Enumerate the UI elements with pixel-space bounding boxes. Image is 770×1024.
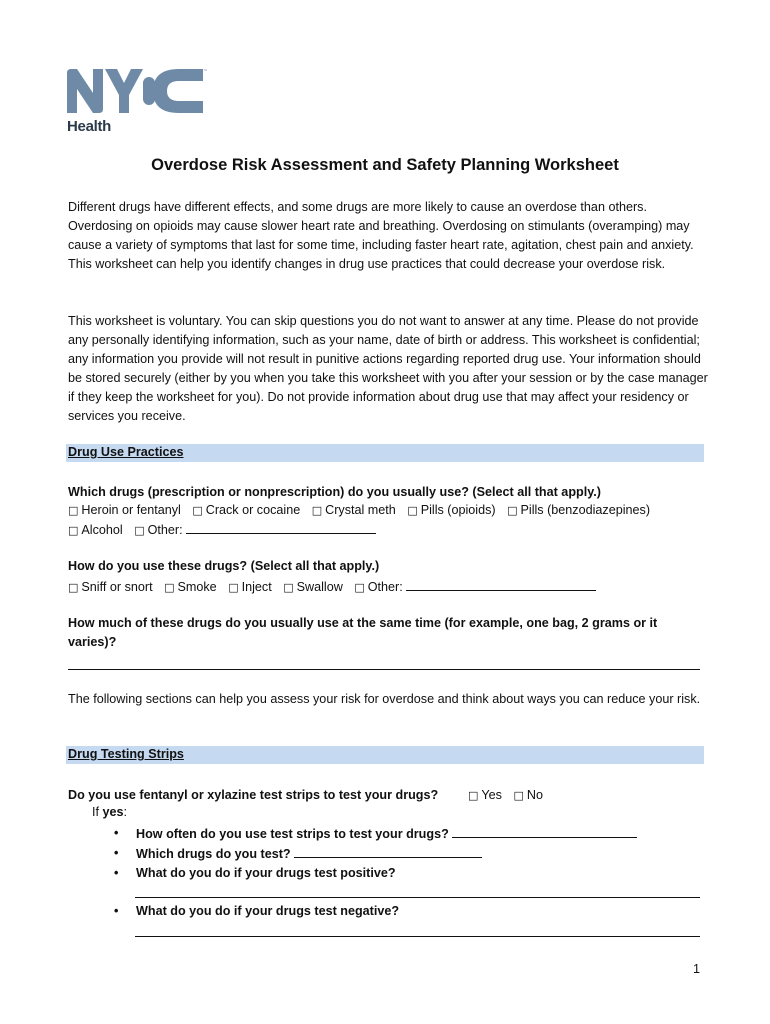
checkbox-icon: □ — [68, 504, 79, 517]
checkbox-icon: □ — [134, 524, 145, 537]
checkbox-heroin[interactable]: □ Heroin or fentanyl — [68, 503, 181, 517]
health-label: Health — [67, 118, 112, 135]
checkbox-alcohol[interactable]: □ Alcohol — [68, 523, 123, 537]
bullet-icon: • — [114, 846, 119, 860]
intro-paragraph-1: Different drugs have different effects, and some drugs are more likely to cause an overdose than others. Overdosing on opioids may cause slower heart rate and breathing. Overdosing on stimulants (overamping) may cause a variety of symptoms that last for some time, including faster heart rate, agitation, chest pain and anxiety. This worksheet can help you identify changes in drug use practices that could decrease your overdose risk. — [68, 200, 694, 271]
checkbox-pills-opioids[interactable]: □ Pills (opioids) — [407, 503, 496, 517]
checkbox-other-method[interactable]: □ Other: — [354, 577, 596, 597]
drug-options-row-1 — [68, 501, 708, 520]
checkbox-meth[interactable]: □ Crystal meth — [311, 503, 396, 517]
checkbox-sniff[interactable]: □ Sniff or snort — [68, 580, 153, 594]
checkbox-yes[interactable]: □ Yes — [468, 788, 502, 802]
followup-paragraph: The following sections can help you assess your risk for overdose and think about ways you can reduce your risk. — [68, 692, 701, 706]
checkbox-icon: □ — [513, 789, 524, 802]
checkbox-icon: □ — [283, 581, 294, 594]
checkbox-icon: □ — [192, 504, 203, 517]
checkbox-icon: □ — [68, 524, 79, 537]
checkbox-other-drug[interactable]: □ Other: — [134, 520, 376, 540]
section-heading: Drug Testing Strips — [68, 747, 184, 761]
bullet-icon: • — [114, 826, 119, 840]
question-test-strips: Do you use fentanyl or xylazine test strips to test your drugs? □ Yes □ No — [68, 786, 708, 805]
checkbox-inject[interactable]: □ Inject — [228, 580, 272, 594]
intro-paragraph-2: This worksheet is voluntary. You can skip questions you do not want to answer at any time. Please do not provide any personally identifying information, such as your name, date of birth or address. This worksheet is confidential; any information you provide will not result in punitive actions regarding reported drug use. Your information should be stored securely (either by you when you take this worksheet with you after your session or by the case manager if they keep the worksheet for you). Do not provide information about drug use that may affect your residency or services you receive. — [68, 314, 708, 423]
checkbox-icon: □ — [311, 504, 323, 517]
svg-text:™: ™ — [203, 69, 208, 75]
checkbox-crack[interactable]: □ Crack or cocaine — [192, 503, 301, 517]
checkbox-icon: □ — [68, 581, 79, 594]
question-drugs-used: Which drugs (prescription or nonprescription) do you usually use? (Select all that apply.) — [68, 485, 601, 499]
page-title: Overdose Risk Assessment and Safety Planning Worksheet — [151, 156, 619, 174]
checkbox-icon: □ — [468, 789, 479, 802]
if-yes-label: If yes: — [92, 805, 128, 819]
checkbox-icon: □ — [507, 504, 518, 517]
bullet-icon: • — [114, 866, 119, 880]
bullet-icon: • — [114, 904, 119, 918]
section-header-drug-use — [66, 444, 704, 462]
yes-no-options — [468, 786, 551, 805]
test-positive-answer-line[interactable] — [135, 897, 700, 898]
question-use-method: How do you use these drugs? (Select all that apply.) — [68, 559, 380, 573]
method-options — [68, 577, 708, 597]
worksheet-page: ™ Health Overdose Risk Assessment and Safety Planning Worksheet Different drugs have different effects, and some drugs are more likely to cause an overdose than others. Overdosing on opioids may cause slower heart rate and breathing. Overdosing on stimulants (overamping) may cause a variety of symptoms that last for some time, including faster heart rate, agitation, chest pain and anxiety. This worksheet can help you identify changes in drug use practices that could decrease your overdose risk. This worksheet is voluntary. You can skip questions you do not want to answer at any time. Please do not provide any personally identifying information, such as your name, date of birth or address. This worksheet is confidential; any information you provide will not result in punitive actions regarding reported drug use. Your information should be stored securely (either by you when you take this worksheet with you after your session or by the case manager if they keep the worksheet for you). Do not provide information about drug use that may affect your residency or services you receive. Drug Use Practices Which drugs (prescription or nonprescription) do you usually use? (Select all that apply.) □ Heroin or fentanyl □ Crack or cocaine □ Crystal meth □ Pills (opioids) □ Pills (benzodiazepines) □ Alcohol □ Other: How do you use these drugs? (Select all that apply.) □ Sniff or snort □ Smoke □ Inject □ Swallow □ Other: How much of these drugs do you usually use at the same time (for example, one bag, 2 grams or it varies)? The following sections can help you assess your risk for overdose and think about ways you can reduce your risk. Drug Testing Strips Do you use fentanyl or xylazine test strips to test your drugs? □ Yes □ No If yes: • How often do you use test strips to test your drugs? • Which drugs do you test? • What do you do if your drugs test positive? • What do you do if your drugs test negative? 1 — [0, 0, 770, 1024]
which-drugs-field[interactable] — [294, 844, 482, 858]
section-heading: Drug Use Practices — [68, 445, 184, 459]
checkbox-icon: □ — [407, 504, 418, 517]
checkbox-icon: □ — [354, 581, 365, 594]
test-negative-answer-line[interactable] — [135, 936, 700, 937]
nyc-logo-icon — [67, 67, 207, 117]
question-amount: How much of these drugs do you usually use at the same time (for example, one bag, 2 grams or it varies)? — [68, 616, 658, 649]
checkbox-icon: □ — [228, 581, 239, 594]
other-method-field[interactable] — [406, 577, 596, 591]
how-often-field[interactable] — [452, 824, 637, 838]
amount-answer-line[interactable] — [68, 669, 700, 670]
section-header-testing — [66, 746, 704, 764]
checkbox-no[interactable]: □ No — [513, 788, 543, 802]
nyc-health-logo — [67, 67, 207, 137]
page-number: 1 — [693, 962, 701, 976]
checkbox-pills-benzo[interactable]: □ Pills (benzodiazepines) — [507, 503, 651, 517]
drug-options-row-2 — [68, 520, 708, 540]
checkbox-swallow[interactable]: □ Swallow — [283, 580, 343, 594]
other-drug-field[interactable] — [186, 520, 376, 534]
checkbox-smoke[interactable]: □ Smoke — [164, 580, 217, 594]
checkbox-icon: □ — [164, 581, 175, 594]
